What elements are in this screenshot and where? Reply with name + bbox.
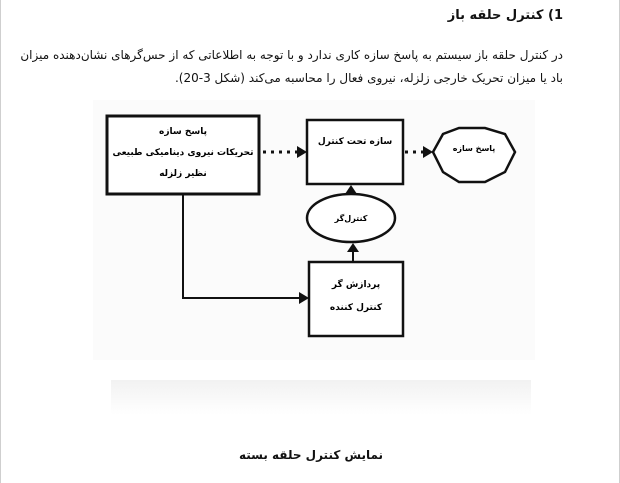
- excitation-label-1: پاسخ سازه: [159, 127, 207, 137]
- processor-label-1: پردازش گر: [331, 280, 381, 290]
- controlled-structure-label: سازه تحت کنترل: [317, 137, 393, 147]
- paragraph-line-2: باد یا میزان تحریک خارجی زلزله، نیروی فعال را محاسبه می‌کند (شکل 3-20).: [174, 71, 563, 85]
- open-loop-control-diagram: [1, 0, 620, 483]
- excitation-label-3: نظیر زلزله: [159, 169, 207, 179]
- section-heading: 1) کنترل حلقه باز: [447, 8, 563, 23]
- figure-caption: نمایش کنترل حلقه بسته: [238, 448, 384, 462]
- controller-label: کنترل‌گر: [334, 214, 368, 223]
- response-label: پاسخ سازه: [452, 144, 496, 153]
- controller-ellipse: [307, 194, 395, 242]
- excitation-box: [107, 116, 259, 194]
- processor-label-2: کنترل کننده: [329, 303, 383, 313]
- figure-reflection: [111, 380, 531, 415]
- controlled-structure-box: [307, 120, 403, 184]
- excitation-label-2: تحریکات نیروی دینامیکی طبیعی: [112, 148, 254, 158]
- response-octagon: [433, 128, 515, 182]
- paragraph-line-1: در کنترل حلقه باز سیستم به پاسخ سازه کاری ندارد و با توجه به اطلاعاتی که از حس‌گرهای نشان‌دهنده میزان: [20, 48, 563, 62]
- processor-box: [309, 262, 403, 336]
